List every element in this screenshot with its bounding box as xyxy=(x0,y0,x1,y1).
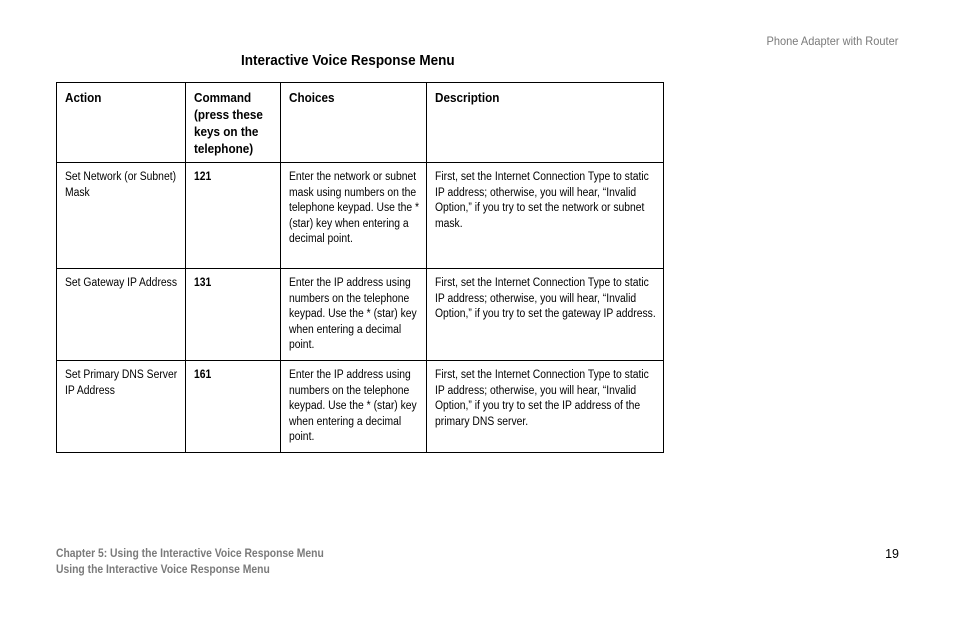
column-header-action: Action xyxy=(57,83,186,163)
running-header: Phone Adapter with Router xyxy=(766,34,898,48)
command-cell: 131 xyxy=(186,269,281,361)
header-row xyxy=(57,83,664,163)
action-cell: Set Network (or Subnet) Mask xyxy=(57,163,186,269)
ivr-menu-table xyxy=(56,82,664,453)
description-cell: First, set the Internet Connection Type to static IP address; otherwise, you will hear, “Invalid Option,” if you try to set the gateway IP address. xyxy=(427,269,664,361)
choices-cell: Enter the IP address using numbers on the telephone keypad. Use the * (star) key when entering a decimal point. xyxy=(281,269,427,361)
table-row xyxy=(57,269,664,361)
table-title: Interactive Voice Response Menu xyxy=(241,52,455,69)
choices-cell: Enter the IP address using numbers on the telephone keypad. Use the * (star) key when entering a decimal point. xyxy=(281,360,427,452)
page-number: 19 xyxy=(885,547,899,561)
table-row xyxy=(57,163,664,269)
column-header-choices: Choices xyxy=(281,83,427,163)
footer-chapter: Chapter 5: Using the Interactive Voice Response Menu xyxy=(56,548,324,560)
action-cell: Set Gateway IP Address xyxy=(57,269,186,361)
column-header-command: Command (press these keys on the telephone) xyxy=(186,83,281,163)
choices-cell: Enter the network or subnet mask using numbers on the telephone keypad. Use the * (star) key when entering a decimal point. xyxy=(281,163,427,269)
description-cell: First, set the Internet Connection Type to static IP address; otherwise, you will hear, “Invalid Option,” if you try to set the network or subnet mask. xyxy=(427,163,664,269)
table-header xyxy=(57,83,664,163)
page-footer xyxy=(56,546,354,578)
action-cell: Set Primary DNS Server IP Address xyxy=(57,360,186,452)
command-cell: 161 xyxy=(186,360,281,452)
table-row xyxy=(57,360,664,452)
column-header-description: Description xyxy=(427,83,664,163)
command-cell: 121 xyxy=(186,163,281,269)
description-cell: First, set the Internet Connection Type to static IP address; otherwise, you will hear, “Invalid Option,” if you try to set the IP address of the primary DNS server. xyxy=(427,360,664,452)
footer-section: Using the Interactive Voice Response Menu xyxy=(56,564,270,576)
